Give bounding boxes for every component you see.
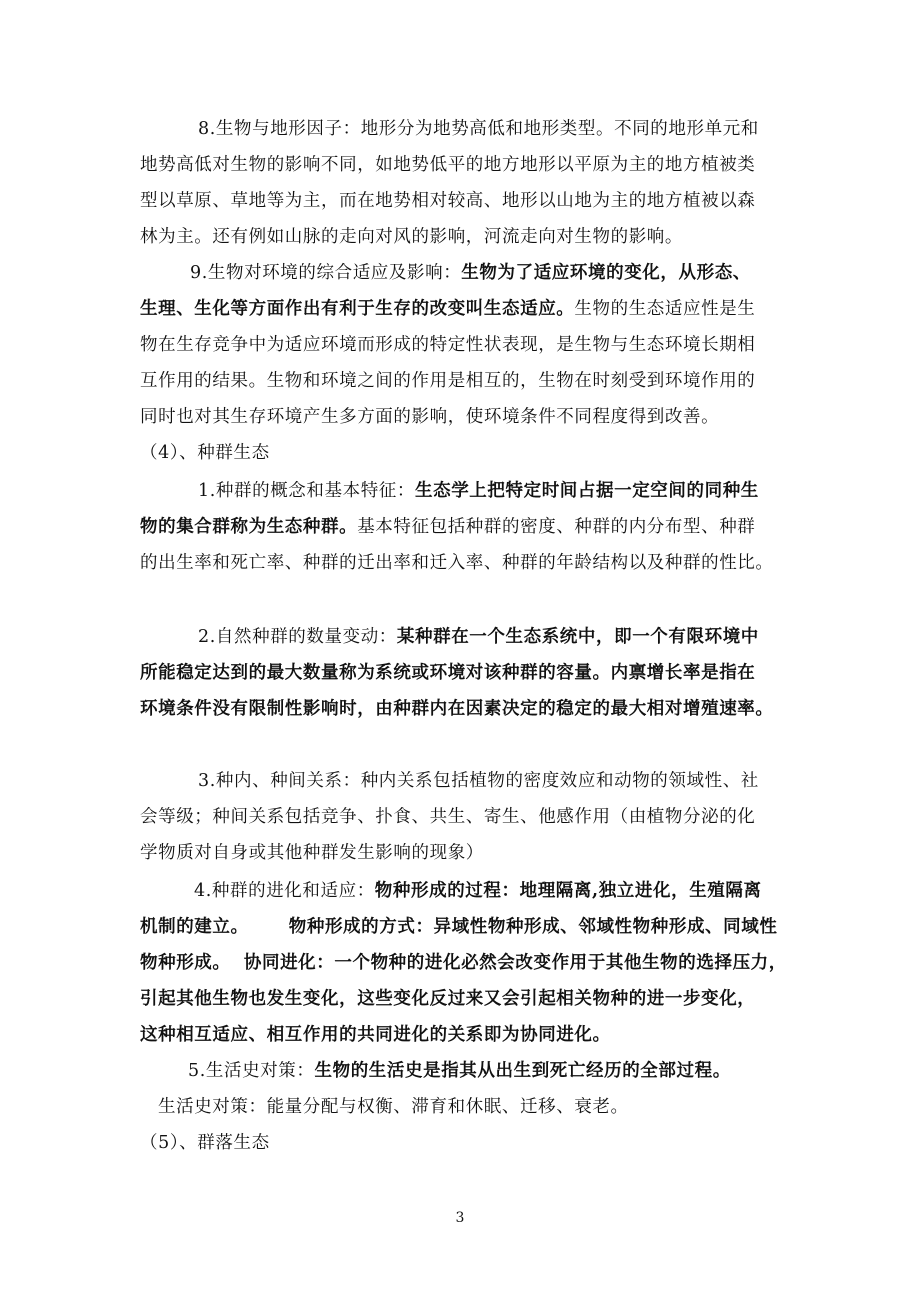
p9-line-1 [190, 262, 751, 284]
s5-heading: 5.生活史对策： [188, 1061, 315, 1081]
s5-line-1 [188, 1060, 731, 1082]
s2-line-1 [198, 626, 759, 648]
s2-line-3: 环境条件没有限制性影响时，由种群内在因素决定的稳定的最大相对增殖速率。 [140, 699, 774, 719]
s2-heading: 2.自然种群的数量变动： [198, 627, 397, 647]
p9-line-5: 同时也对其生存环境产生多方面的影响，使环境条件不同程度得到改善。 [140, 407, 720, 427]
page-number: 3 [455, 1210, 465, 1226]
s3-line-2: 会等级；种间关系包括竞争、扑食、共生、寄生、他感作用（由植物分泌的化 [140, 807, 756, 827]
s5-line-2: 生活史对策：能量分配与权衡、滞育和休眠、迁移、衰老。 [158, 1097, 629, 1117]
s4-line-2: 机制的建立。 物种形成的方式：异域性物种形成、邻域性物种形成、同域性 [140, 917, 778, 937]
p8-line-4: 林为主。还有例如山脉的走向对风的影响，河流走向对生物的影响。 [140, 227, 683, 247]
p9-bold-definition: 生物为了适应环境的变化，从形态、 [461, 263, 751, 283]
p9-bold-definition-end: 生理、生化等方面作出有利于生存的改变叫生态适应。 [140, 299, 575, 319]
s2-bold-definition: 某种群在一个生态系统中，即一个有限环境中 [396, 627, 759, 647]
s4-line-3: 物种形成。 协同进化：一个物种的进化必然会改变作用于其他生物的选择压力， [140, 953, 787, 973]
s1-bold-definition: 生态学上把特定时间占据一定空间的同种生 [415, 481, 759, 501]
s4-line-1 [194, 880, 762, 902]
s4-line-4: 引起其他生物也发生变化，这些变化反过来又会引起相关物种的进一步变化， [140, 989, 756, 1009]
section-heading-5: （5）、群落生态 [140, 1133, 270, 1153]
s4-heading: 4.种群的进化和适应： [194, 881, 375, 901]
s5-bold-definition: 生物的生活史是指其从出生到死亡经历的全部过程。 [314, 1061, 731, 1081]
s3-line-3: 学物质对自身或其他种群发生影响的现象） [140, 843, 484, 863]
p8-line-3: 型以草原、草地等为主，而在地势相对较高、地形以山地为主的地方植被以森 [140, 191, 756, 211]
p8-line-2: 地势高低对生物的影响不同，如地势低平的地方地形以平原为主的地方植被类 [140, 155, 756, 175]
s1-line-2 [140, 516, 755, 538]
p8-line-1: 8.生物与地形因子：地形分为地势高低和地形类型。不同的地形单元和 [198, 119, 759, 139]
s1-heading: 1.种群的概念和基本特征： [198, 481, 415, 501]
s3-line-1: 3.种内、种间关系：种内关系包括植物的密度效应和动物的领域性、社 [198, 771, 759, 791]
s1-bold-definition-end: 物的集合群称为生态种群。 [140, 517, 358, 537]
s4-bold-text: 物种形成的过程：地理隔离,独立进化，生殖隔离 [374, 881, 762, 901]
section-heading-4: （4）、种群生态 [140, 443, 270, 463]
p9-heading: 9.生物对环境的综合适应及影响： [190, 263, 462, 283]
s4-line-5: 这种相互适应、相互作用的共同进化的关系即为协同进化。 [140, 1025, 611, 1045]
s1-line-1 [198, 480, 759, 502]
s1-text: 基本特征包括种群的密度、种群的内分布型、种群 [357, 517, 756, 537]
p9-line-3: 物在生存竞争中为适应环境而形成的特定性状表现，是生物与生态环境长期相 [140, 335, 756, 355]
p9-text: 生物的生态适应性是生 [574, 299, 756, 319]
s2-line-2: 所能稳定达到的最大数量称为系统或环境对该种群的容量。内禀增长率是指在 [140, 663, 756, 683]
s1-line-3: 的出生率和死亡率、种群的迁出率和迁入率、种群的年龄结构以及种群的性比。 [140, 553, 774, 573]
p9-line-4: 互作用的结果。生物和环境之间的作用是相互的，生物在时刻受到环境作用的 [140, 371, 756, 391]
p9-line-2 [140, 298, 755, 320]
